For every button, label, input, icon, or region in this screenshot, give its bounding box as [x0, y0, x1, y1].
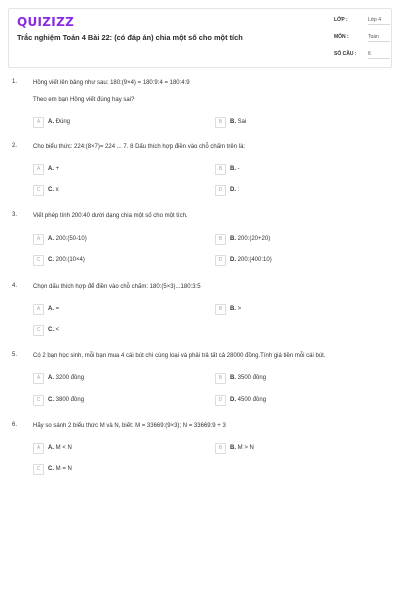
option-text: Sai: [237, 119, 247, 125]
option-box[interactable]: B: [215, 373, 226, 384]
option-c[interactable]: [33, 255, 183, 267]
page-title: Trắc nghiệm Toán 4 Bài 22: (có đáp án) chia một số cho một tích: [17, 33, 243, 42]
option-b[interactable]: [215, 164, 365, 176]
option-box[interactable]: D: [215, 185, 226, 196]
question-text: Chọn dấu thích hợp để điền vào chỗ chấm: 180:(5×3)...180:3:5: [33, 284, 201, 290]
option-text: 200:(20+20): [237, 236, 271, 242]
meta-question-count: [334, 49, 394, 61]
question-subtext: Theo em bạn Hồng viết đúng hay sai?: [33, 97, 135, 103]
option-letter: C.: [48, 397, 54, 403]
meta-label: LỚP :: [334, 17, 348, 23]
question-text: Viết phép tính 200:40 dưới dạng chia một số cho một tích.: [33, 213, 188, 219]
option-a[interactable]: [33, 304, 183, 316]
option-letter: B.: [230, 166, 236, 172]
option-box[interactable]: A: [33, 164, 44, 175]
option-letter: C.: [48, 466, 54, 472]
option-c[interactable]: [33, 325, 183, 337]
option-b[interactable]: [215, 117, 365, 129]
option-box[interactable]: A: [33, 234, 44, 245]
option-c[interactable]: [33, 185, 183, 197]
option-letter: B.: [230, 445, 236, 451]
option-box[interactable]: A: [33, 304, 44, 315]
meta-class: [334, 15, 394, 27]
option-text: =: [55, 306, 60, 312]
option-text: 4500 đồng: [237, 397, 267, 403]
question-number: 2.: [12, 143, 18, 149]
option-letter: C.: [48, 187, 54, 193]
option-box[interactable]: A: [33, 117, 44, 128]
option-b[interactable]: [215, 234, 365, 246]
question-text: Cho biểu thức: 224:(8×7)= 224 ... 7. 8 Dấu thích hợp điền vào chỗ chấm trên là:: [33, 144, 246, 150]
meta-value: Toán: [368, 32, 390, 42]
option-text: >: [237, 306, 242, 312]
option-b[interactable]: [215, 304, 365, 316]
option-c[interactable]: [33, 464, 183, 476]
option-text: M > N: [237, 445, 254, 451]
option-letter: A.: [48, 166, 54, 172]
option-letter: B.: [230, 236, 236, 242]
option-text: x: [55, 187, 59, 193]
option-text: M < N: [55, 445, 72, 451]
option-box[interactable]: C: [33, 325, 44, 336]
option-text: Đúng: [55, 119, 71, 125]
option-d[interactable]: [215, 185, 365, 197]
option-box[interactable]: C: [33, 185, 44, 196]
question-number: 6.: [12, 422, 18, 428]
option-d[interactable]: [215, 255, 365, 267]
option-box[interactable]: C: [33, 395, 44, 406]
option-box[interactable]: D: [215, 395, 226, 406]
option-text: 200:(50-10): [55, 236, 87, 242]
option-letter: A.: [48, 236, 54, 242]
option-a[interactable]: [33, 234, 183, 246]
meta-label: MÔN :: [334, 34, 349, 40]
question-text: Hãy so sánh 2 biểu thức M và N, biết: M = 33669:(9×3); N = 33669:9 + 3: [33, 423, 226, 429]
option-letter: D.: [230, 257, 236, 263]
question-number: 4.: [12, 283, 18, 289]
option-text: 3500 đồng: [237, 375, 267, 381]
worksheet-header: [8, 8, 392, 68]
option-b[interactable]: [215, 373, 365, 385]
option-text: M = N: [55, 466, 72, 472]
option-letter: C.: [48, 327, 54, 333]
meta-label: SỐ CÂU :: [334, 51, 357, 57]
meta-value: Lớp 4: [368, 15, 390, 25]
option-box[interactable]: A: [33, 443, 44, 454]
question-number: 1.: [12, 79, 18, 85]
question-text: Có 2 bạn học sinh, mỗi bạn mua 4 cái bút chì cùng loại và phải trả tất cả 28000 đồng.Tính giá tiền mỗi cái bút.: [33, 353, 326, 359]
option-a[interactable]: [33, 164, 183, 176]
option-letter: B.: [230, 119, 236, 125]
option-a[interactable]: [33, 443, 183, 455]
option-box[interactable]: B: [215, 117, 226, 128]
quizizz-logo: QUIZIZZ: [17, 15, 75, 29]
question-number: 5.: [12, 352, 18, 358]
option-text: 200:(10×4): [55, 257, 85, 263]
option-box[interactable]: B: [215, 234, 226, 245]
option-letter: B.: [230, 375, 236, 381]
option-d[interactable]: [215, 395, 365, 407]
option-letter: A.: [48, 119, 54, 125]
option-box[interactable]: B: [215, 304, 226, 315]
question-number: 3.: [12, 212, 18, 218]
option-text: +: [55, 166, 60, 172]
option-letter: B.: [230, 306, 236, 312]
question-text: Hồng viết lên bảng như sau: 180:(9×4) = 180:9:4 = 180:4:9: [33, 80, 190, 86]
option-box[interactable]: B: [215, 443, 226, 454]
option-box[interactable]: D: [215, 255, 226, 266]
option-c[interactable]: [33, 395, 183, 407]
option-letter: A.: [48, 306, 54, 312]
option-letter: D.: [230, 187, 236, 193]
option-text: <: [55, 327, 60, 333]
option-letter: A.: [48, 445, 54, 451]
option-letter: C.: [48, 257, 54, 263]
option-box[interactable]: A: [33, 373, 44, 384]
option-letter: D.: [230, 397, 236, 403]
option-b[interactable]: [215, 443, 365, 455]
option-text: 200:(400:10): [237, 257, 272, 263]
option-box[interactable]: C: [33, 464, 44, 475]
option-box[interactable]: C: [33, 255, 44, 266]
option-box[interactable]: B: [215, 164, 226, 175]
option-letter: A.: [48, 375, 54, 381]
option-text: :: [237, 187, 240, 193]
meta-subject: [334, 32, 394, 44]
meta-value: 6: [368, 49, 390, 59]
option-a[interactable]: [33, 373, 183, 385]
option-text: 3200 đồng: [55, 375, 85, 381]
option-text: 3800 đồng: [55, 397, 85, 403]
option-text: -: [237, 166, 240, 172]
option-a[interactable]: [33, 117, 183, 129]
